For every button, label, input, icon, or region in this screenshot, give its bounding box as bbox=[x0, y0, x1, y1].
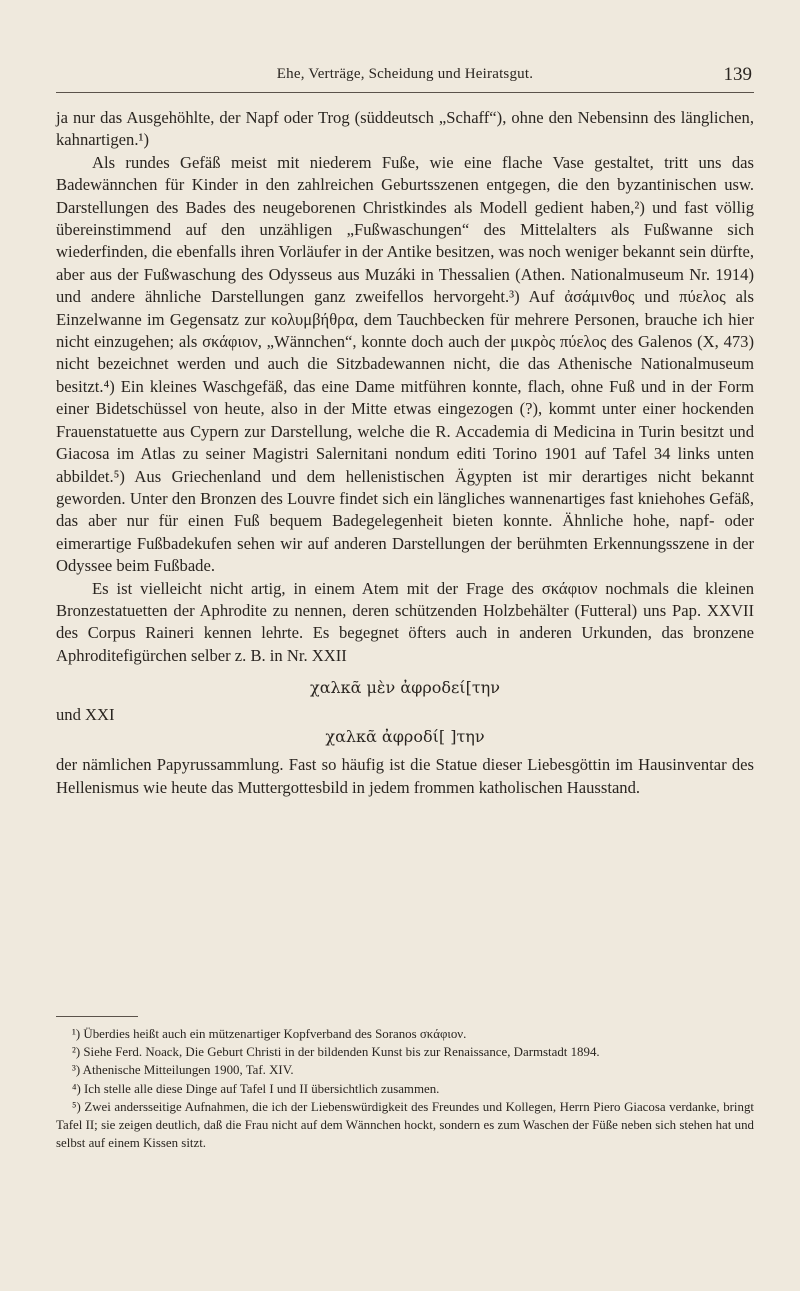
label-text: und XXI bbox=[56, 704, 115, 724]
paragraph-1: ja nur das Ausgehöhlte, der Napf oder Trog (süddeutsch „Schaff“), ohne den Nebensinn des länglichen, kahnartigen.¹) bbox=[56, 108, 754, 150]
body-text bbox=[56, 107, 754, 799]
footnote-4: ⁴) Ich stelle alle diese Dinge auf Tafel I und II übersichtlich zusammen. bbox=[72, 1081, 440, 1096]
running-head: Ehe, Verträge, Scheidung und Heiratsgut. bbox=[276, 66, 534, 82]
footnote-rule bbox=[56, 1016, 138, 1017]
footnote-3: ³) Athenische Mitteilungen 1900, Taf. XIV. bbox=[72, 1063, 294, 1078]
paragraph-2: Als rundes Gefäß meist mit niederem Fuße, wie eine flache Vase gestaltet, tritt uns das Badewännchen für Kinder in den zahlreichen Geburtsszenen entgegen, die den byzantinischen usw. Darstellungen des Bades des neugeborenen Christkindes als Modell gedient haben,²) und fast völlig übereinstimmend auf den unzähligen „Fußwaschungen“ des Mittelalters als Fußwanne sich wiederfinden, die ebenfalls ihren Vorläufer in der Antike besitzen, was noch weniger bekannt sein dürfte, aber aus der Fußwaschung des Odysseus aus Muzáki in Thessalien (Athen. Nationalmuseum Nr. 1914) und andere ähnliche Darstellungen ganz zweifellos hervorgeht.³) Auf ἀσάμινθος und πύελος als Einzelwanne im Gegensatz zur κολυμβήθρα, dem Tauchbecken für mehrere Personen, brauche ich hier nicht einzugehen; als σκάφιον, „Wännchen“, konnte doch auch der μικρὸς πύελος des Galenos (X, 473) nicht bezeichnet werden und auch die Sitzbadewannen nicht, die das Athenische Nationalmuseum besitzt.⁴) Ein kleines Waschgefäß, das eine Dame mitführen konnte, flach, ohne Fuß und in der Form einer Bidetschüssel von heute, also in der Mitte etwas eingezogen (?), kommt unter einer hockenden Frauenstatuette aus Cypern zur Darstellung, welche die R. Accademia di Medicina in Turin besitzt und Giacosa im Atlas zu seiner Magistri Salernitani nondum editi Torino 1901 auf Tafel 34 links unten abbildet.⁵) Aus Griechenland und dem hellenistischen Ägypten ist mir derartiges nicht bekannt geworden. Unter den Bronzen des Louvre findet sich ein längliches wannenartiges fast kniehohes Gefäß, das aber nur für einen Fuß bequem Badegelegenheit bieten konnte. Ähnliche hohe, napf- oder eimerartige Fußbadekufen sehen wir auf anderen Darstellungen der berühmten Erkennungsszene in der Odyssee beim Fußbade. bbox=[56, 152, 754, 576]
label-und-xxi bbox=[56, 704, 754, 726]
page-header bbox=[56, 62, 754, 93]
greek-quote-2: χαλκᾶ ἀφροδί[ ]την bbox=[325, 726, 485, 746]
paragraph-4: der nämlichen Papyrussammlung. Fast so häufig ist die Statue dieser Liebesgöttin im Hausinventar des Hellenismus wie heute das Muttergottesbild in jedem frommen katholischen Hausstand. bbox=[56, 755, 754, 797]
paragraph-3: Es ist vielleicht nicht artig, in einem Atem mit der Frage des σκάφιον nochmals die kleinen Bronzestatuetten der Aphrodite zu nennen, deren schützenden Holzbehälter (Futteral) uns Pap. XXVII des Corpus Raineri kennen lehrte. Es begegnet öfters auch in anderen Urkunden, das bronzene Aphroditefigürchen selber z. B. in Nr. XXII bbox=[56, 578, 754, 665]
footnote-1: ¹) Überdies heißt auch ein mützenartiger Kopfverband des Soranos σκάφιον. bbox=[72, 1027, 467, 1041]
footnote-2: ²) Siehe Ferd. Noack, Die Geburt Christi in der bildenden Kunst bis zur Renaissance, Darmstadt 1894. bbox=[72, 1045, 600, 1060]
greek-quote-1: χαλκᾶ μὲν ἀφροδεί[την bbox=[310, 678, 500, 698]
footnote-5: ⁵) Zwei andersseitige Aufnahmen, die ich der Liebenswürdigkeit des Freundes und Kollegen, Herrn Piero Giacosa verdanke, bringt Tafel II; sie zeigen deutlich, daß die Frau nicht auf dem Wännchen hockt, sondern es zum Waschen der Füße neben sich stehen hat und selbst auf einem Kissen sitzt. bbox=[56, 1099, 754, 1151]
page-number: 139 bbox=[723, 64, 752, 85]
footnotes bbox=[56, 1016, 754, 1152]
